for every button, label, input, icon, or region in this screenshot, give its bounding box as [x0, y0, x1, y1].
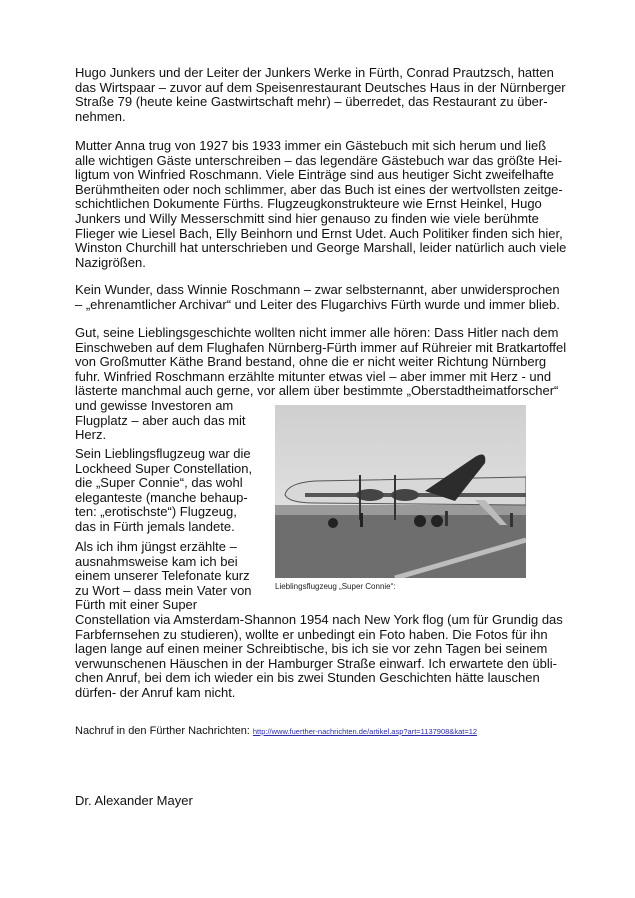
text-line: Sein Lieblingsflugzeug war die [75, 446, 251, 461]
text-line: alle wichtigen Gäste unterschreiben – das legendäre Gästebuch war das größte Hei- [75, 152, 563, 168]
paragraph-junkers [75, 66, 566, 124]
text-line: Flieger wie Liesel Bach, Elly Beinhorn und Ernst Udet. Auch Politiker finden sich hier, [75, 225, 563, 241]
text-line: das in Fürth jemals landete. [75, 518, 235, 534]
super-connie-photo [275, 405, 526, 578]
text-line: Nazigrößen. [75, 254, 146, 270]
paragraph-super-connie [75, 447, 252, 535]
text-line: lästerte manchmal auch gerne, vor allem über bestimmte „Oberstadtheimatforscher“ [75, 383, 559, 399]
text-line: Herz. [75, 427, 107, 443]
text-line: von Großmutter Käthe Brand bestand, ohne die er nicht weiter Richtung Nürnberg [75, 354, 547, 370]
text-line: Gut, seine Lieblingsgeschichte wollten nicht immer alle hören: Dass Hitler nach dem [75, 325, 559, 340]
text-line: eleganteste (manche behaup- [75, 489, 248, 505]
text-line: ligtum von Winfried Roschmann. Viele Einträge sind aus heutiger Sicht zweifelhafte [75, 167, 554, 183]
text-line: verwunschenen Häuschen in der Hamburger Straße einwarf. Ich erwartete den übli- [75, 655, 557, 671]
text-line: dürfen- der Anruf kam nicht. [75, 684, 236, 700]
text-line: schichtlichen Dokumente Fürths. Flugzeugkonstrukteure wie Ernst Heinkel, Hugo [75, 196, 542, 212]
text-line: Fürth mit einer Super [75, 597, 198, 613]
text-line: die „Super Connie“, das wohl [75, 475, 243, 491]
author-signature: Dr. Alexander Mayer [75, 793, 193, 808]
text-line: lagen lange auf einen meiner Schreibtische, bis ich sie vor zehn Tagen bei seinem [75, 641, 548, 657]
text-line: Berühmtheiten oder noch schlimmer, aber das Buch ist eines der wertvollsten zeitge- [75, 181, 563, 197]
text-line: Lockheed Super Constellation, [75, 460, 253, 476]
text-line: ausnahmsweise kam ich bei [75, 553, 238, 569]
paragraph-guestbook [75, 139, 566, 270]
text-line: einem unserer Telefonate kurz [75, 568, 250, 584]
paragraph-archivar [75, 283, 560, 312]
text-line: Farbfernsehen zu studieren), wollte er unbedingt ein Foto haben. Die Fotos für ihn [75, 626, 548, 642]
text-line: Mutter Anna trug von 1927 bis 1933 immer ein Gästebuch mit sich herum und ließ [75, 138, 547, 153]
text-line: ten: „erotischste“) Flugzeug, [75, 504, 237, 520]
text-line: nehmen. [75, 108, 126, 124]
text-line: Constellation via Amsterdam-Shannon 1954 nach New York flog (um für Grundig das [75, 611, 563, 627]
text-line: fuhr. Winfried Roschmann erzählte mitunter etwas viel – aber immer mit Herz - und [75, 368, 552, 384]
text-line: – „ehrenamtlicher Archivar“ und Leiter des Flugarchivs Fürth wurde und immer blieb. [75, 296, 560, 312]
source-label: Nachruf in den Fürther Nachrichten: [75, 725, 250, 737]
text-line: Hugo Junkers und der Leiter der Junkers Werke in Fürth, Conrad Prautzsch, hatten [75, 65, 554, 80]
source-reference [75, 725, 477, 737]
source-link[interactable]: http://www.fuerther-nachrichten.de/artikel.asp?art=1137908&kat=12 [252, 727, 478, 736]
text-line: chen Anruf, bei dem ich wieder ein bis zwei Stunden Geschichten hätte lauschen [75, 670, 540, 686]
photo-caption: Lieblingsflugzeug „Super Connie“: [275, 582, 396, 591]
text-line: Winston Churchill hat unterschrieben und George Marshall, leider natürlich auch viele [75, 240, 567, 256]
text-line: Einschweben auf dem Flughafen Nürnberg-Fürth immer auf Rühreier mit Bratkartoffel [75, 339, 567, 355]
text-line: Flugplatz – aber auch das mit [75, 412, 246, 428]
text-line: zu Wort – dass mein Vater von [75, 582, 252, 598]
text-line: und gewisse Investoren am [75, 397, 234, 413]
text-line: Kein Wunder, dass Winnie Roschmann – zwar selbsternannt, aber unwidersprochen [75, 282, 560, 297]
text-line: Straße 79 (heute keine Gastwirtschaft mehr) – überredet, das Restaurant zu über- [75, 94, 548, 110]
text-line: das Wirtspaar – zuvor auf dem Speisenrestaurant Deutsches Haus in der Nürnberger [75, 79, 566, 95]
text-line: Als ich ihm jüngst erzählte – [75, 539, 237, 554]
text-line: Junkers und Willy Messerschmitt sind hier genauso zu finden wie viele berühmte [75, 210, 539, 226]
